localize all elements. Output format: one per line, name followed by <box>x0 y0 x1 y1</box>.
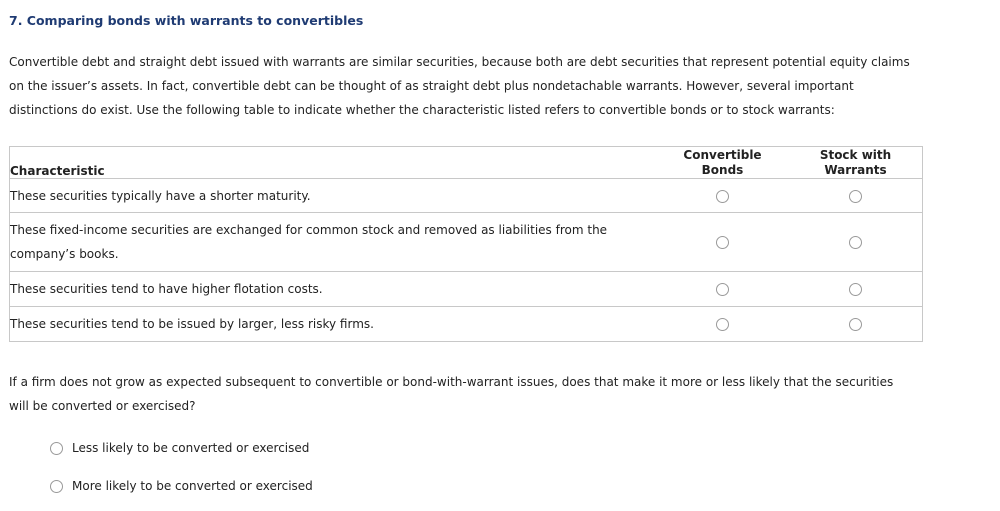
question-line: If a firm does not grow as expected subsequent to convertible or bond-with-warrant issues, does that make it more or less likely that the securities <box>9 375 894 389</box>
stock-with-warrants-header <box>789 147 923 179</box>
characteristic-cell <box>10 272 657 307</box>
characteristics-table <box>9 146 923 342</box>
intro-paragraph <box>9 50 939 122</box>
characteristic-header: Characteristic <box>10 147 657 179</box>
table-row <box>10 272 923 307</box>
characteristic-cell <box>10 213 657 272</box>
option-label: Less likely to be converted or exercised <box>72 441 310 455</box>
convertible-radio-cell <box>656 307 789 342</box>
follow-up-question <box>9 370 939 418</box>
warrants-radio[interactable] <box>849 190 862 203</box>
convertible-radio[interactable] <box>716 236 729 249</box>
option-radio[interactable] <box>50 480 63 493</box>
option-more-likely[interactable] <box>50 479 313 493</box>
header-line: Stock with <box>819 147 892 162</box>
warrants-radio[interactable] <box>849 318 862 331</box>
question-line: will be converted or exercised? <box>9 399 196 413</box>
convertible-radio-cell <box>656 272 789 307</box>
option-radio[interactable] <box>50 442 63 455</box>
convertible-radio[interactable] <box>716 283 729 296</box>
table-row <box>10 179 923 213</box>
option-label: More likely to be converted or exercised <box>72 479 313 493</box>
intro-line: distinctions do exist. Use the following table to indicate whether the characteristic listed refers to convertible bonds or to stock warrants: <box>9 103 835 117</box>
characteristic-text: company’s books. <box>10 247 119 261</box>
warrants-radio[interactable] <box>849 236 862 249</box>
characteristic-text: These securities tend to be issued by larger, less risky firms. <box>10 317 374 331</box>
characteristic-cell <box>10 179 657 213</box>
convertible-radio[interactable] <box>716 318 729 331</box>
characteristic-text: These securities typically have a shorter maturity. <box>10 188 311 203</box>
question-title: 7. Comparing bonds with warrants to convertibles <box>9 13 364 28</box>
intro-line: Convertible debt and straight debt issued with warrants are similar securities, because both are debt securities that represent potential equity claims <box>9 55 910 69</box>
intro-line: on the issuer’s assets. In fact, convertible debt can be thought of as straight debt plus nondetachable warrants. However, several important <box>9 79 854 93</box>
warrants-radio-cell <box>789 272 923 307</box>
warrants-radio-cell <box>789 179 923 213</box>
convertible-bonds-header <box>656 147 789 179</box>
convertible-radio-cell <box>656 179 789 213</box>
header-line: Bonds <box>701 162 744 177</box>
header-line: Warrants <box>824 162 887 177</box>
table-row <box>10 213 923 272</box>
warrants-radio-cell <box>789 213 923 272</box>
warrants-radio[interactable] <box>849 283 862 296</box>
characteristic-text: These securities tend to have higher flotation costs. <box>10 282 323 296</box>
option-less-likely[interactable] <box>50 441 309 455</box>
characteristic-text: These fixed-income securities are exchanged for common stock and removed as liabilities from the <box>10 223 608 237</box>
warrants-radio-cell <box>789 307 923 342</box>
characteristic-cell <box>10 307 657 342</box>
header-line: Convertible <box>683 147 762 162</box>
convertible-radio[interactable] <box>716 190 729 203</box>
convertible-radio-cell <box>656 213 789 272</box>
table-row <box>10 307 923 342</box>
table-header-row <box>10 147 923 179</box>
